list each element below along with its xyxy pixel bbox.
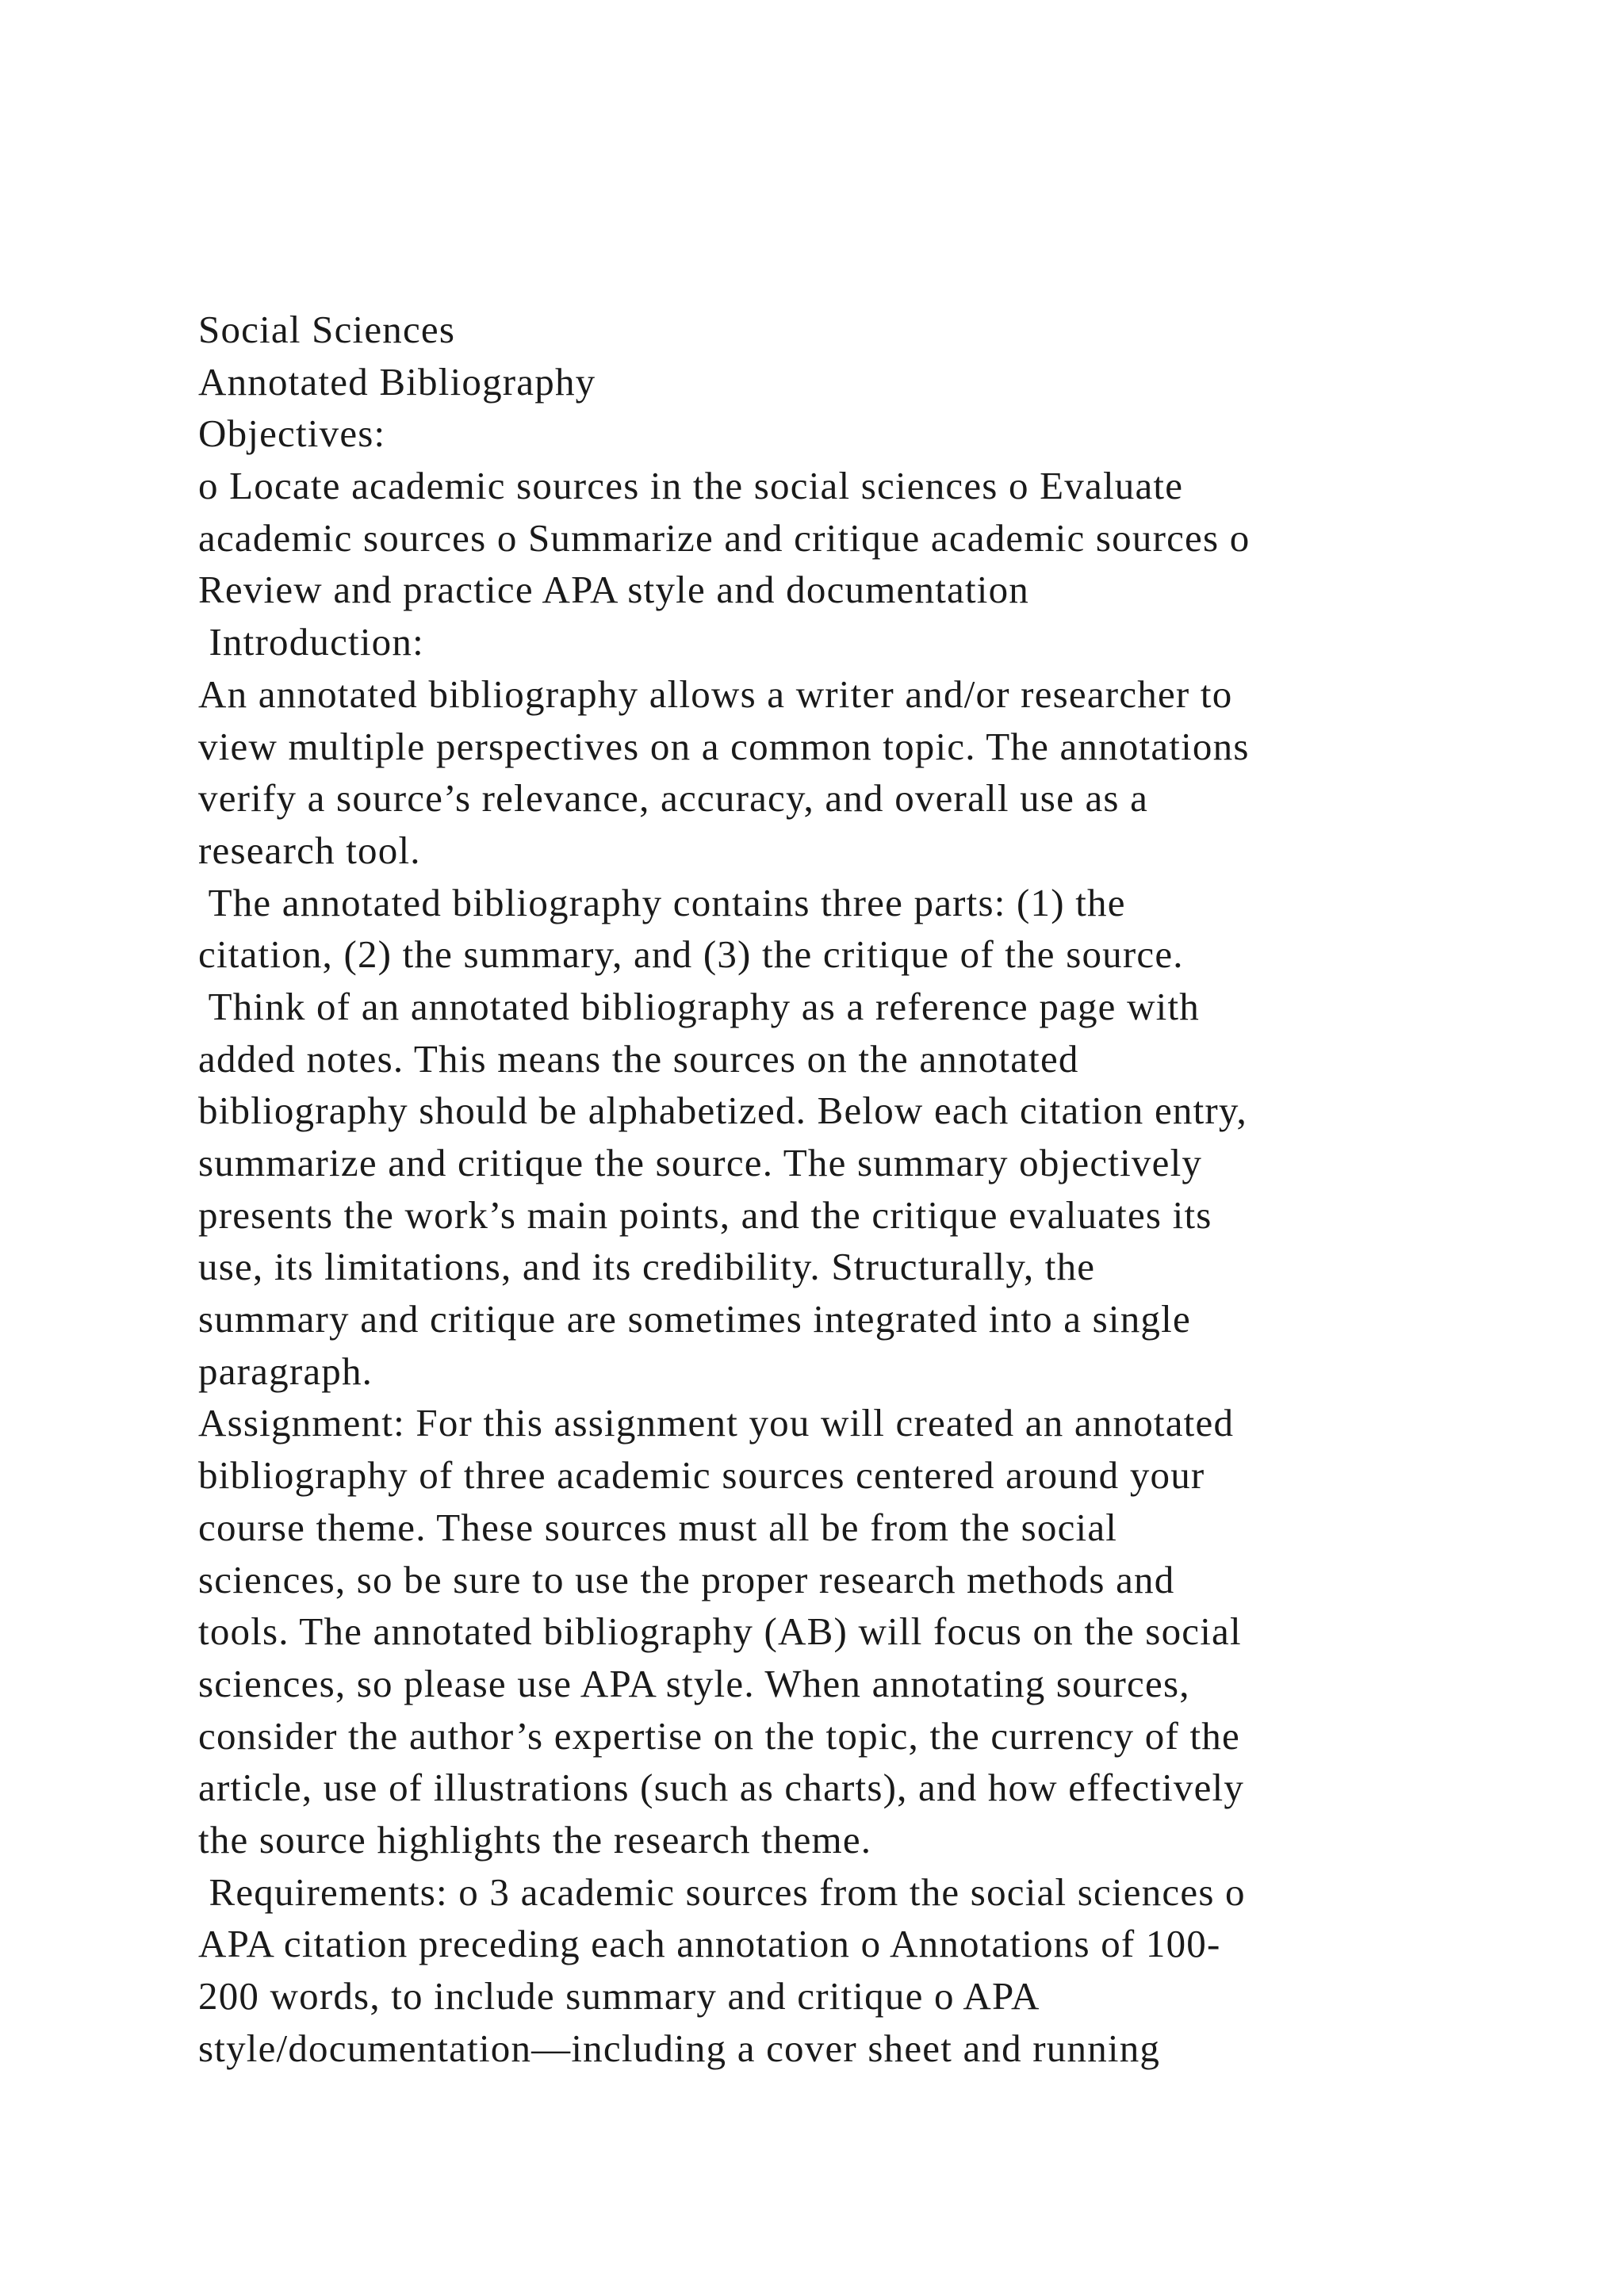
document-line: APA citation preceding each annotation o Annotations of 100-: [198, 1922, 1221, 1966]
document-body: [198, 304, 1483, 2074]
document-line: verify a source’s relevance, accuracy, and overall use as a: [198, 776, 1149, 821]
document-line: article, use of illustrations (such as charts), and how effectively: [198, 1766, 1245, 1810]
document-line: view multiple perspectives on a common topic. The annotations: [198, 724, 1250, 768]
document-line: An annotated bibliography allows a writer and/or researcher to: [198, 672, 1233, 716]
document-line: consider the author’s expertise on the topic, the currency of the: [198, 1713, 1240, 1758]
document-line: sciences, so please use APA style. When annotating sources,: [198, 1661, 1190, 1705]
document-line: Requirements: o 3 academic sources from the social sciences o: [198, 1869, 1246, 1914]
document-line: Assignment: For this assignment you will created an annotated: [198, 1401, 1235, 1445]
document-line: summary and critique are sometimes integrated into a single: [198, 1297, 1191, 1341]
document-line: bibliography of three academic sources centered around your: [198, 1453, 1205, 1498]
document-line: tools. The annotated bibliography (AB) will focus on the social: [198, 1609, 1242, 1654]
document-line: The annotated bibliography contains three parts: (1) the: [198, 880, 1126, 924]
document-line: citation, (2) the summary, and (3) the critique of the source.: [198, 932, 1184, 977]
document-line: Social Sciences: [198, 308, 456, 351]
document-line: use, its limitations, and its credibility. Structurally, the: [198, 1245, 1096, 1289]
document-line: Annotated Bibliography: [198, 359, 596, 404]
document-line: course theme. These sources must all be from the social: [198, 1505, 1118, 1549]
document-line: style/documentation—including a cover sheet and running: [198, 2026, 1161, 2070]
document-line: Review and practice APA style and documentation: [198, 568, 1029, 612]
document-line: Introduction:: [198, 620, 424, 664]
document-line: research tool.: [198, 828, 421, 872]
document-line: academic sources o Summarize and critique academic sources o: [198, 515, 1251, 560]
document-line: added notes. This means the sources on the annotated: [198, 1036, 1079, 1081]
document-line: paragraph.: [198, 1349, 373, 1393]
document-line: Objectives:: [198, 411, 386, 456]
document-line: 200 words, to include summary and critique o APA: [198, 1974, 1040, 2018]
document-line: bibliography should be alphabetized. Below each citation entry,: [198, 1089, 1247, 1133]
document-line: sciences, so be sure to use the proper research methods and: [198, 1557, 1175, 1601]
document-line: the source highlights the research theme.: [198, 1817, 872, 1862]
document-line: Think of an annotated bibliography as a reference page with: [198, 984, 1200, 1028]
document-line: o Locate academic sources in the social sciences o Evaluate: [198, 464, 1184, 508]
document-line: presents the work’s main points, and the critique evaluates its: [198, 1192, 1212, 1237]
document-line: summarize and critique the source. The summary objectively: [198, 1141, 1203, 1184]
